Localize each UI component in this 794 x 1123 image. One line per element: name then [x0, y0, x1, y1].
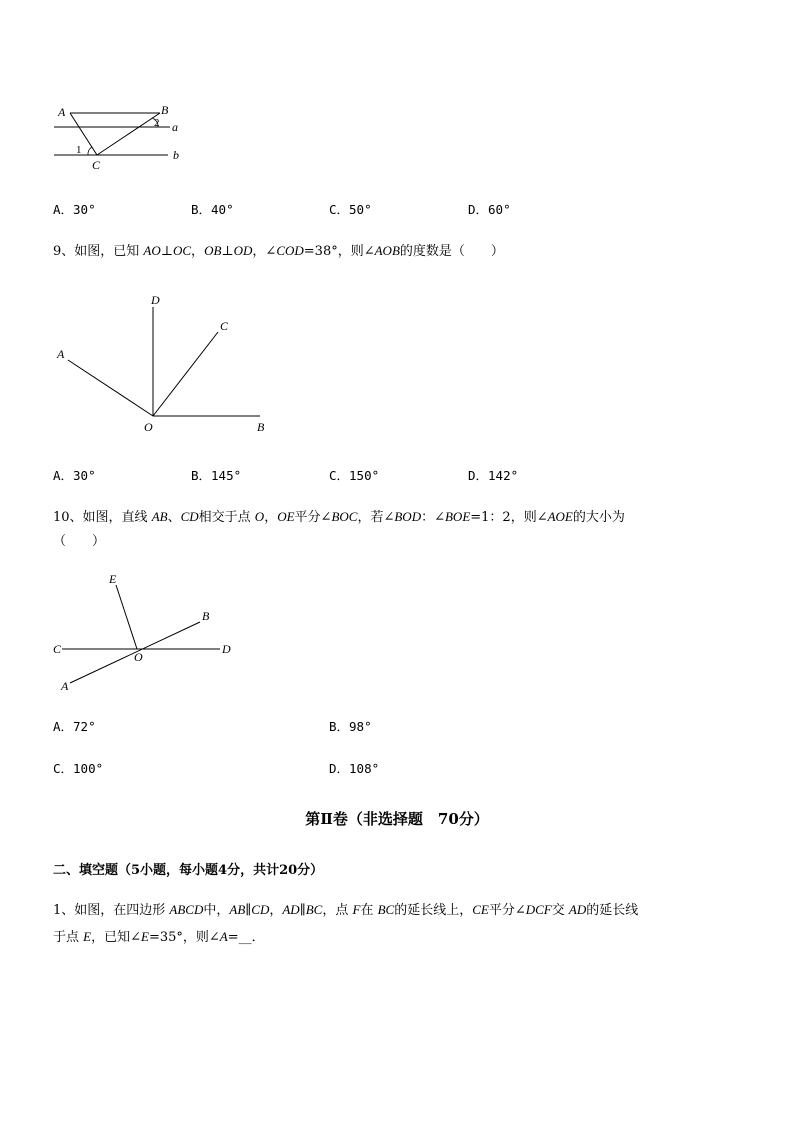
- q10-ray-oe: [116, 585, 137, 649]
- q9-text: 9、如图，已知 AO⊥OC，OB⊥OD，∠COD=38°，则∠AOB的度数是（ ）: [53, 243, 504, 259]
- q9-ray-oc: [153, 332, 218, 416]
- q8-option-c[interactable]: C．50°: [329, 202, 372, 217]
- q9-label-D: D: [151, 293, 160, 307]
- q8-angle1-arc: [88, 147, 92, 155]
- q8-option-b[interactable]: B．40°: [191, 202, 234, 217]
- q10-label-D: D: [222, 642, 231, 656]
- q10-label-B: B: [202, 609, 210, 623]
- section-fill-blank-title: 二、填空题（5小题，每小题4分，共计20分）: [53, 863, 324, 878]
- q9-label-A: A: [57, 347, 65, 361]
- q10-option-b[interactable]: B．98°: [329, 719, 372, 734]
- q9-option-c[interactable]: C．150°: [329, 468, 380, 483]
- q9-option-d[interactable]: D．142°: [468, 468, 519, 483]
- q10-option-a[interactable]: A．72°: [53, 719, 96, 734]
- q10-text: 10、如图，直线 AB、CD相交于点 O，OE平分∠BOC，若∠BOD：∠BOE=1：2，则∠AOE的大小为: [53, 509, 625, 525]
- q9-option-b[interactable]: B．145°: [191, 468, 242, 483]
- q8-segment-bc: [97, 113, 160, 155]
- q10-option-d[interactable]: D．108°: [329, 761, 380, 776]
- fill1-text: 1、如图，在四边形 ABCD中，AB∥CD，AD∥BC，点 F在 BC的延长线上，CE平分∠DCF交 AD的延长线: [53, 902, 639, 918]
- q8-option-d[interactable]: D．60°: [468, 202, 511, 217]
- q8-figure: [50, 100, 190, 175]
- q8-label-a: a: [172, 120, 178, 134]
- q9-label-O: O: [144, 420, 153, 434]
- fill1-text-line2: 于点 E，已知∠E=35°，则∠A=__．: [53, 929, 265, 945]
- q8-label-B: B: [161, 103, 169, 117]
- q8-segment-ac: [70, 113, 97, 155]
- q8-label-1: 1: [76, 144, 82, 156]
- q10-label-A: A: [61, 679, 69, 693]
- q10-label-E: E: [109, 572, 117, 586]
- q8-label-C: C: [92, 158, 101, 172]
- q8-label-A: A: [58, 105, 66, 119]
- q9-label-C: C: [220, 319, 229, 333]
- q10-label-C: C: [53, 642, 62, 656]
- q8-label-b: b: [173, 148, 179, 162]
- q8-label-2: 2: [154, 117, 160, 129]
- q10-text-line2: （ ）: [53, 534, 106, 549]
- q9-ray-oa: [68, 360, 153, 416]
- q10-label-O: O: [134, 650, 143, 664]
- q10-option-c[interactable]: C．100°: [53, 761, 104, 776]
- q9-option-a[interactable]: A．30°: [53, 468, 96, 483]
- part2-title: 第Ⅱ卷（非选择题 70分）: [305, 810, 489, 828]
- q10-figure: [50, 570, 250, 695]
- q9-label-B: B: [257, 420, 265, 434]
- q8-option-a[interactable]: A．30°: [53, 202, 96, 217]
- q9-figure: [50, 290, 280, 440]
